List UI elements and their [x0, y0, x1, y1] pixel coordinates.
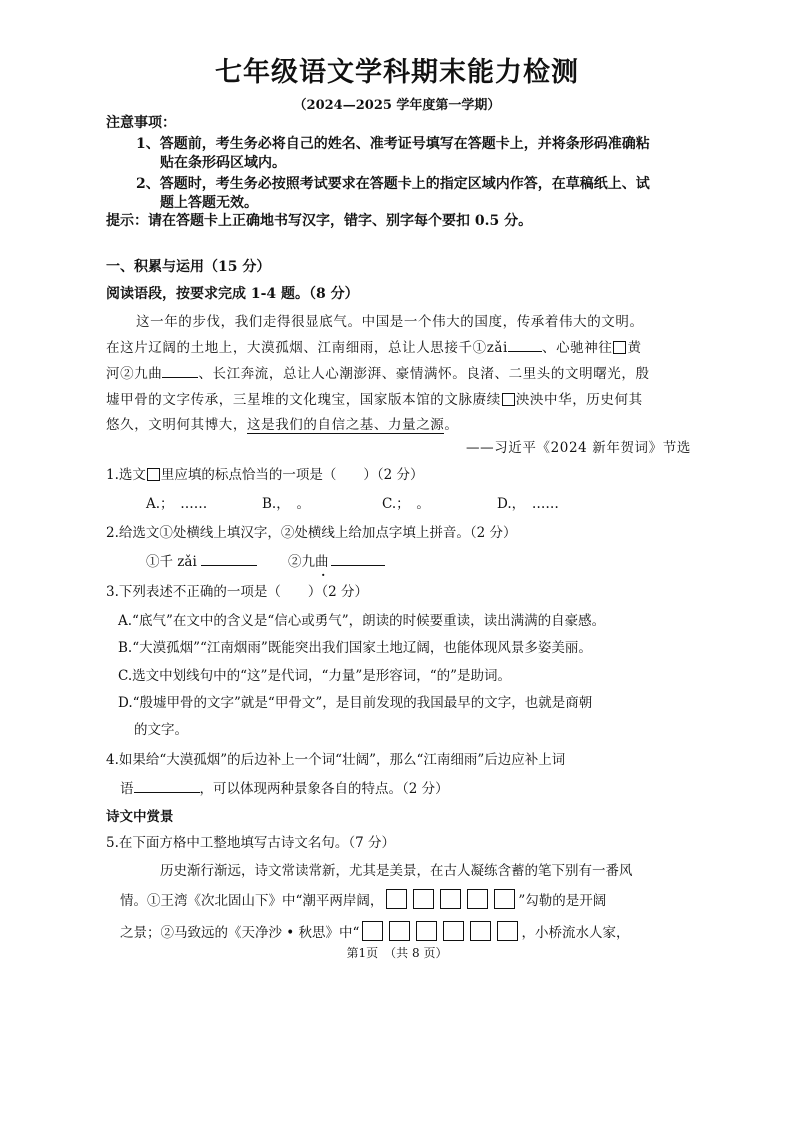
answer-grid-cell: [494, 889, 515, 909]
q1-stem-a: 1.选文: [106, 467, 146, 483]
passage-line-4-b: 泱泱中华，历史何其: [515, 392, 643, 408]
q3-option-d-line1: D.“殷墟甲骨的文字”就是“甲骨文”，是目前发现的我国最早的文字，也就是商朝: [118, 695, 593, 711]
blank-1: [508, 337, 542, 352]
answer-grid-cell: [386, 889, 407, 909]
q5-stem: 5.在下面方格中工整地填写古诗文名句。（7 分）: [106, 835, 396, 851]
q5-para-line-3-b: ，小桥流水人家，: [521, 925, 630, 941]
answer-grid-cell: [389, 921, 410, 941]
q5-para-line-3-a: 之景；②马致远的《天净沙 • 秋思》中“: [120, 925, 360, 941]
q2-blank-2: [331, 551, 385, 566]
q1-stem-b: 里应填的标点恰当的一项是（ ）（2 分）: [160, 467, 424, 483]
notice-heading: 注意事项：: [106, 115, 176, 131]
passage-line-3: [106, 362, 650, 382]
q1-option-c: C.； 。: [382, 496, 430, 512]
notice-item-2-line1: 2、答题时，考生务必按照考试要求在答题卡上的指定区域内作答，在草稿纸上、试: [136, 176, 650, 192]
q3-option-c: C.选文中划线句中的“这”是代词，“力量”是形容词，“的”是助词。: [118, 668, 512, 684]
q2-answer-1-label: ①千 zǎi: [146, 554, 197, 570]
underlined-sentence: 这是我们的自信之基、力量之源: [247, 417, 445, 433]
q4-line-1: 4.如果给“大漠孤烟”的后边补上一个词“壮阔”，那么“江南细雨”后边应补上词: [106, 752, 566, 768]
answer-grid-cell: [416, 921, 437, 941]
q5-para-line-2-b: ”勾勒的是开阔: [518, 893, 607, 909]
q3-option-d-line2: 的文字。: [134, 722, 188, 738]
passage-line-4-a: 墟甲骨的文字传承，三星堆的文化瑰宝，国家版本馆的文脉赓续: [106, 392, 501, 408]
q5-para-line-2: [120, 889, 606, 909]
answer-grid-cell: [362, 921, 383, 941]
reading-heading: 阅读语段，按要求完成 1-4 题。（8 分）: [106, 286, 359, 302]
q2-answer-1: [146, 550, 257, 570]
q2-answer-2-label-a: ②九: [288, 554, 315, 570]
notice-item-2-line2: 题上答题无效。: [160, 195, 258, 211]
passage-line-2: [106, 336, 642, 356]
q4-line-2-a: 语: [120, 781, 134, 797]
q1-option-a: A.； ……: [146, 496, 208, 512]
notice-item-1-line2: 贴在条形码区域内。: [160, 155, 286, 171]
passage-line-1: 这一年的步伐，我们走得很显底气。中国是一个伟大的国度，传承着伟大的文明。: [136, 314, 644, 330]
q4-line-2-b: ，可以体现两种景象各自的特点。（2 分）: [199, 781, 449, 797]
answer-grid-cell: [413, 889, 434, 909]
passage-line-3-b: 、长江奔流，总让人心潮澎湃、豪情满怀。良渚、二里头的文明曙光，殷: [198, 366, 650, 382]
q1-stem: [106, 463, 424, 483]
q4-blank: [134, 778, 200, 793]
q2-dotted-char: 曲: [315, 554, 329, 570]
section-1-heading: 一、积累与运用（15 分）: [106, 259, 271, 275]
answer-grid-cell: [443, 921, 464, 941]
passage-line-3-a: 河②九曲: [106, 366, 163, 382]
answer-grid-cell: [497, 921, 518, 941]
passage-source: ——习近平《2024 新年贺词》节选: [466, 440, 691, 456]
q1-option-b: B.， 。: [262, 496, 310, 512]
passage-line-2-c: 黄: [627, 340, 642, 356]
q3-stem: 3.下列表述不正确的一项是（ ）（2 分）: [106, 584, 369, 600]
section-2-heading: 诗文中赏景: [106, 809, 174, 825]
q2-stem: 2.给选文①处横线上填汉字，②处横线上给加点字填上拼音。（2 分）: [106, 525, 517, 541]
page-number: 第1页 （共 8 页）: [346, 946, 448, 960]
answer-grid-cell: [467, 889, 488, 909]
passage-line-2-b: 、心驰神往: [541, 340, 613, 356]
notice-tip: 提示：请在答题卡上正确地书写汉字，错字、别字每个要扣 0.5 分。: [106, 213, 533, 229]
passage-line-5-c: 。: [444, 417, 459, 433]
passage-line-5-a: 悠久，文明何其博大，: [106, 417, 247, 433]
punctuation-box-1: [613, 341, 626, 354]
notice-item-1-line1: 1、答题前，考生务必将自己的姓名、准考证号填写在答题卡上，并将条形码准确粘: [136, 136, 650, 152]
answer-grid-cell: [440, 889, 461, 909]
page-subtitle: （2024—2025 学年度第一学期）: [293, 98, 501, 113]
q2-blank-1: [201, 551, 257, 566]
q3-option-b: B.“大漠孤烟”“江南烟雨”既能突出我们国家土地辽阔，也能体现风景多姿美丽。: [118, 640, 592, 656]
answer-grid-cell: [470, 921, 491, 941]
q1-box-icon: [147, 468, 160, 481]
passage-line-4: [106, 388, 643, 408]
q5-para-line-2-a: 情。①王湾《次北固山下》中“潮平两岸阔，: [120, 893, 384, 909]
passage-line-5: [106, 413, 459, 433]
q1-option-d: D.， ……: [497, 496, 559, 512]
passage-line-2-a: 在这片辽阔的土地上，大漠孤烟、江南细雨，总让人思接千①zǎi: [106, 340, 508, 356]
q5-para-line-3: [120, 921, 629, 941]
blank-2: [162, 363, 198, 378]
q5-para-line-1: 历史渐行渐远，诗文常读常新，尤其是美景，在古人凝练含蓄的笔下别有一番风: [160, 863, 633, 879]
punctuation-box-2: [502, 393, 515, 406]
q4-line-2: [120, 777, 449, 797]
page-title: 七年级语文学科期末能力检测: [215, 57, 579, 88]
q3-option-a: A.“底气”在文中的含义是“信心或勇气”，朗读的时候要重读，读出满满的自豪感。: [118, 613, 606, 629]
q2-answer-2: [288, 550, 385, 570]
